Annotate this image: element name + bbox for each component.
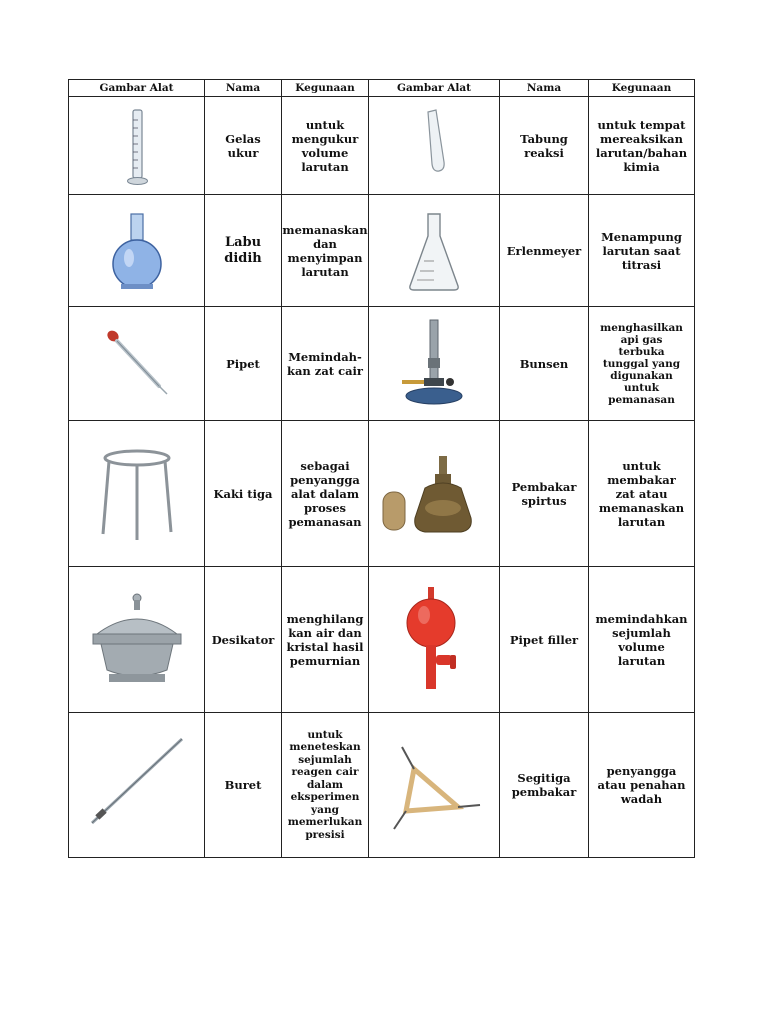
equipment-use: untuk tempat mereaksikan larutan/bahan kimia <box>589 97 695 195</box>
header-gambar-alat-right: Gambar Alat <box>369 80 500 97</box>
equipment-image-cell <box>69 713 205 858</box>
test-tube-icon <box>414 102 454 190</box>
equipment-use: Memindah- kan zat cair <box>282 307 369 421</box>
equipment-name: Pembakar spirtus <box>500 421 589 567</box>
equipment-image-cell <box>369 97 500 195</box>
equipment-use: memindahkan sejumlah volume larutan <box>589 567 695 713</box>
equipment-name: Labu didih <box>205 195 282 307</box>
equipment-image-cell <box>69 195 205 307</box>
desiccator-icon <box>87 590 187 690</box>
equipment-image-cell <box>369 421 500 567</box>
lab-equipment-table <box>68 79 695 858</box>
equipment-name: Erlenmeyer <box>500 195 589 307</box>
equipment-name: Desikator <box>205 567 282 713</box>
spirit-burner-icon <box>379 448 489 540</box>
equipment-image-cell <box>69 421 205 567</box>
header-kegunaan-left: Kegunaan <box>282 80 369 97</box>
equipment-name: Pipet <box>205 307 282 421</box>
equipment-name: Gelas ukur <box>205 97 282 195</box>
header-nama-right: Nama <box>500 80 589 97</box>
equipment-use: untuk meneteskan sejumlah reagen cair dalam eksperimen yang memerlukan presisi <box>282 713 369 858</box>
burette-icon <box>82 735 192 835</box>
tripod-stand-icon <box>97 444 177 544</box>
equipment-name: Segitiga pembakar <box>500 713 589 858</box>
equipment-use: sebagai penyangga alat dalam proses pemanasan <box>282 421 369 567</box>
equipment-use: untuk membakar zat atau memanaskan larutan <box>589 421 695 567</box>
equipment-use: menghilang kan air dan kristal hasil pemurnian <box>282 567 369 713</box>
header-kegunaan-right: Kegunaan <box>589 80 695 97</box>
table-row <box>69 567 695 713</box>
boiling-flask-icon <box>107 206 167 296</box>
equipment-name: Tabung reaksi <box>500 97 589 195</box>
equipment-use: Menampung larutan saat titrasi <box>589 195 695 307</box>
header-gambar-alat-left: Gambar Alat <box>69 80 205 97</box>
table-row <box>69 97 695 195</box>
clay-triangle-icon <box>384 735 484 835</box>
bunsen-burner-icon <box>394 316 474 412</box>
equipment-image-cell <box>69 97 205 195</box>
equipment-name: Pipet filler <box>500 567 589 713</box>
table-row <box>69 421 695 567</box>
equipment-use: penyangga atau penahan wadah <box>589 713 695 858</box>
measuring-cylinder-icon <box>117 102 157 190</box>
equipment-use: untuk mengukur volume larutan <box>282 97 369 195</box>
equipment-image-cell <box>69 567 205 713</box>
header-row <box>69 80 695 97</box>
erlenmeyer-flask-icon <box>404 206 464 296</box>
equipment-name: Buret <box>205 713 282 858</box>
equipment-image-cell <box>369 307 500 421</box>
table-row <box>69 307 695 421</box>
equipment-name: Bunsen <box>500 307 589 421</box>
header-nama-left: Nama <box>205 80 282 97</box>
table-row <box>69 195 695 307</box>
equipment-image-cell <box>69 307 205 421</box>
dropper-pipette-icon <box>97 324 177 404</box>
table-row <box>69 713 695 858</box>
pipette-filler-icon <box>394 585 474 695</box>
equipment-use: menghasilkan api gas terbuka tunggal yang digunakan untuk pemanasan <box>589 307 695 421</box>
equipment-use: memanaskan dan menyimpan larutan <box>282 195 369 307</box>
equipment-image-cell <box>369 567 500 713</box>
equipment-image-cell <box>369 195 500 307</box>
equipment-image-cell <box>369 713 500 858</box>
equipment-name: Kaki tiga <box>205 421 282 567</box>
